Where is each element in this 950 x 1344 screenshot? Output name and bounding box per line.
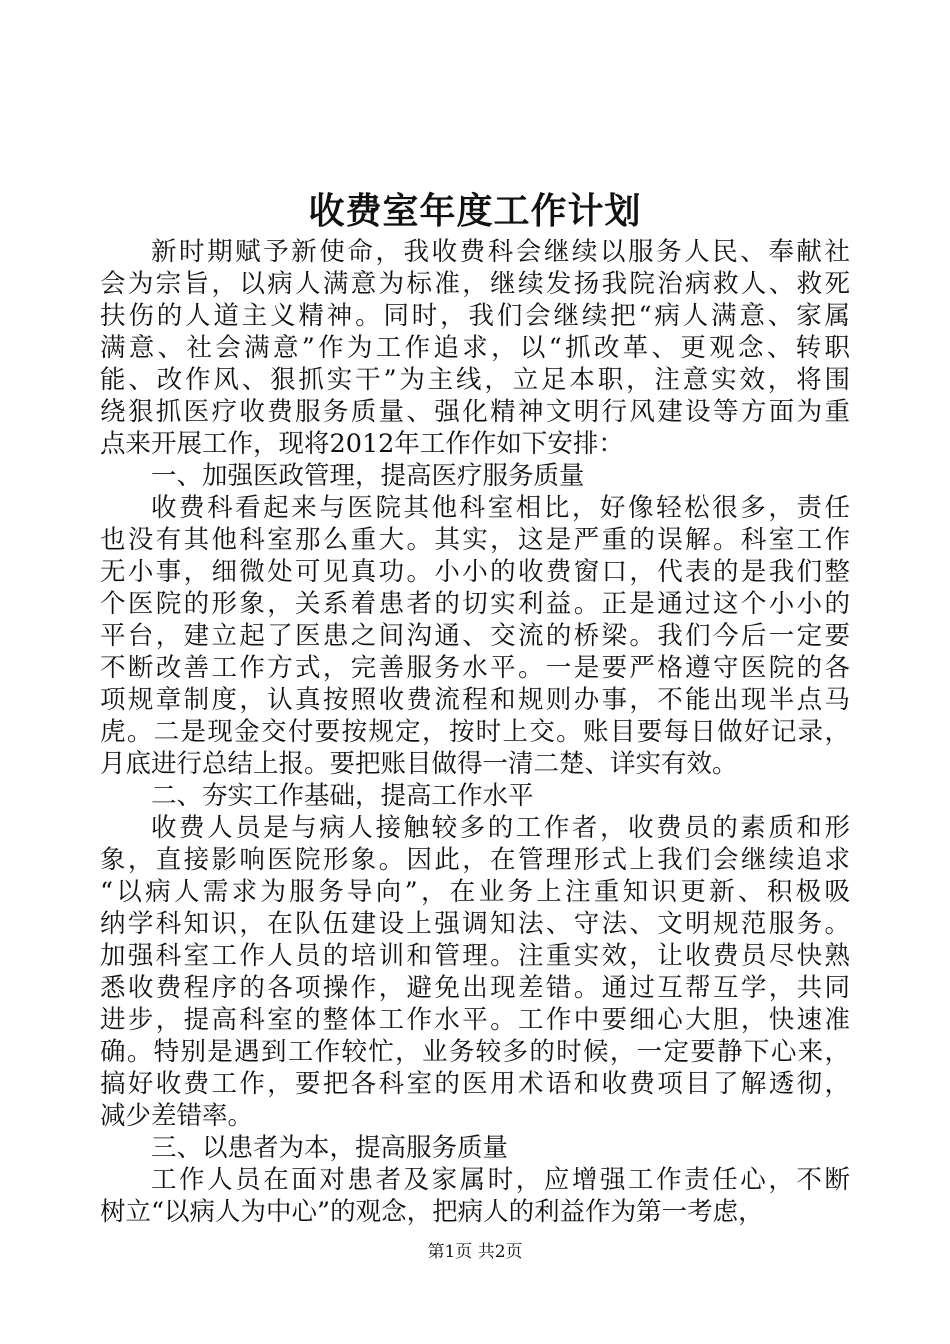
text-line: 个医院的形象，关系着患者的切实利益。正是通过这个小小的 — [100, 589, 850, 619]
text-line: 进步，提高科室的整体工作水平。工作中要细心大胆，快速准 — [100, 1005, 850, 1035]
text-line: 点来开展工作，现将2012年工作作如下安排： — [100, 429, 624, 459]
text-line: 无小事，细微处可见真功。小小的收费窗口，代表的是我们整 — [100, 557, 850, 587]
text-line: 也没有其他科室那么重大。其实，这是严重的误解。科室工作 — [100, 525, 850, 555]
text-line: 能、改作风、狠抓实干”为主线，立足本职，注意实效，将围 — [100, 365, 850, 395]
text-line: 项规章制度，认真按照收费流程和规则办事，不能出现半点马 — [100, 685, 850, 715]
text-line: 悉收费程序的各项操作，避免出现差错。通过互帮互学，共同 — [100, 973, 850, 1003]
text-line: 会为宗旨，以病人满意为标准，继续发扬我院治病救人、救死 — [100, 269, 850, 299]
document-title: 收费室年度工作计划 — [308, 190, 642, 232]
page-footer: 第1页 共2页 — [427, 1242, 523, 1262]
paragraph — [100, 1164, 850, 1228]
text-line: 确。特别是遇到工作较忙，业务较多的时候，一定要静下心来， — [100, 1037, 850, 1067]
text-line: 二、夯实工作基础，提高工作水平 — [151, 781, 534, 811]
text-line: 收费人员是与病人接触较多的工作者，收费员的素质和形 — [151, 813, 850, 843]
text-line: 加强科室工作人员的培训和管理。注重实效，让收费员尽快熟 — [100, 941, 850, 971]
section-heading — [100, 1132, 850, 1164]
text-line: 三、以患者为本，提高服务质量 — [151, 1133, 509, 1163]
text-line: 工作人员在面对患者及家属时，应增强工作责任心，不断 — [151, 1165, 850, 1195]
text-line: 不断改善工作方式，完善服务水平。一是要严格遵守医院的各 — [100, 653, 850, 683]
paragraph — [100, 492, 850, 780]
document-body — [100, 236, 850, 1228]
text-line: 满意、社会满意”作为工作追求，以“抓改革、更观念、转职 — [100, 333, 850, 363]
text-line: 虎。二是现金交付要按规定，按时上交。账目要每日做好记录， — [100, 717, 850, 747]
text-line: 一、加强医政管理，提高医疗服务质量 — [151, 461, 585, 491]
text-line: 月底进行总结上报。要把账目做得一清二楚、详实有效。 — [100, 749, 738, 779]
text-line: 象，直接影响医院形象。因此，在管理形式上我们会继续追求 — [100, 845, 850, 875]
paragraph — [100, 812, 850, 1132]
text-line: 纳学科知识，在队伍建设上强调知法、守法、文明规范服务。 — [100, 909, 850, 939]
paragraph — [100, 236, 850, 460]
text-line: 搞好收费工作，要把各科室的医用术语和收费项目了解透彻， — [100, 1069, 850, 1099]
section-heading — [100, 460, 850, 492]
text-line: 减少差错率。 — [100, 1101, 254, 1131]
text-line: 绕狠抓医疗收费服务质量、强化精神文明行风建设等方面为重 — [100, 397, 850, 427]
text-line: 收费科看起来与医院其他科室相比，好像轻松很多，责任 — [151, 493, 850, 523]
text-line: 树立“以病人为中心”的观念，把病人的利益作为第一考虑， — [100, 1197, 764, 1227]
section-heading — [100, 780, 850, 812]
text-line: 扶伤的人道主义精神。同时，我们会继续把“病人满意、家属 — [100, 301, 850, 331]
text-line: 平台，建立起了医患之间沟通、交流的桥梁。我们今后一定要 — [100, 621, 850, 651]
text-line: 新时期赋予新使命，我收费科会继续以服务人民、奉献社 — [151, 237, 850, 267]
text-line: “以病人需求为服务导向”，在业务上注重知识更新、积极吸 — [100, 877, 850, 907]
